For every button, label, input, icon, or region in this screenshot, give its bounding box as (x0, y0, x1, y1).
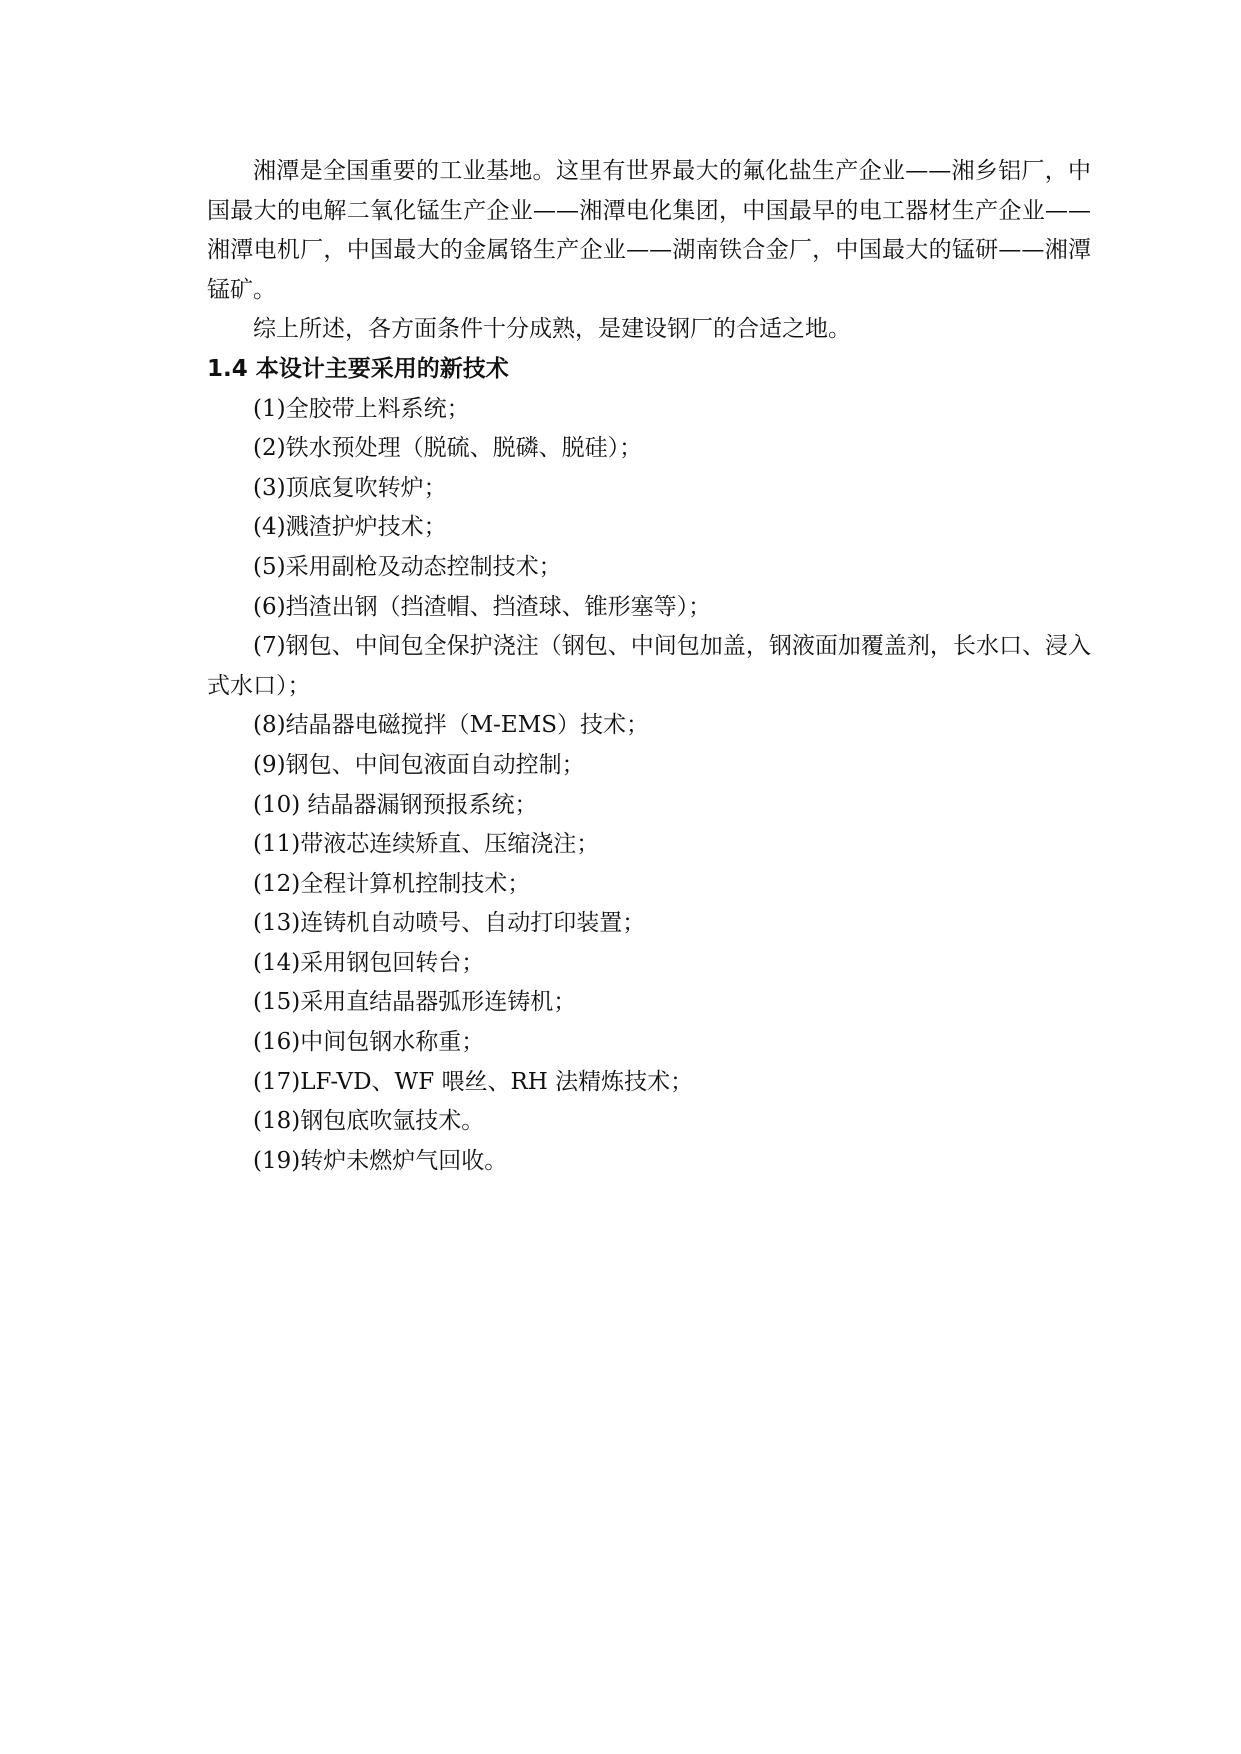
list-item: (1)全胶带上料系统； (253, 395, 470, 422)
paragraph-industrial-base: 湘潭是全国重要的工业基地。这里有世界最大的氟化盐生产企业——湘乡铝厂，中国最大的电解二氧化锰生产企业——湘潭电化集团，中国最早的电工器材生产企业——湘潭电机厂，中国最大的金属铬生产企业——湖南铁合金厂，中国最大的锰研——湘潭锰矿。 (207, 158, 1091, 303)
list-item: (19)转炉未燃炉气回收。 (253, 1147, 508, 1174)
list-item: (18)钢包底吹氩技术。 (253, 1108, 485, 1135)
list-item: (2)铁水预处理（脱硫、脱磷、脱硅）； (253, 435, 643, 462)
list-item: (7)钢包、中间包全保护浇注（钢包、中间包加盖，钢液面加覆盖剂，长水口、浸入式水口）； (207, 633, 1091, 699)
list-item: (6)挡渣出钢（挡渣帽、挡渣球、锥形塞等）； (253, 593, 712, 620)
list-item: (9)钢包、中间包液面自动控制； (253, 751, 585, 778)
list-item: (14)采用钢包回转台； (253, 949, 485, 976)
list-item: (8)结晶器电磁搅拌（M-EMS）技术； (253, 712, 649, 739)
list-item: (5)采用副枪及动态控制技术； (253, 553, 562, 580)
paragraph-conclusion: 综上所述，各方面条件十分成熟，是建设钢厂的合适之地。 (253, 316, 851, 343)
document-body (207, 152, 1091, 1181)
list-item: (4)溅渣护炉技术； (253, 514, 447, 541)
list-item: (13)连铸机自动喷号、自动打印装置； (253, 910, 646, 937)
list-item: (12)全程计算机控制技术； (253, 870, 531, 897)
list-item: (11)带液芯连续矫直、压缩浇注； (253, 831, 600, 858)
list-item: (10) 结晶器漏钢预报系统； (253, 791, 538, 818)
section-heading: 1.4 本设计主要采用的新技术 (207, 355, 509, 382)
list-item: (15)采用直结晶器弧形连铸机； (253, 989, 577, 1016)
list-item: (17)LF-VD、WF 喂丝、RH 法精炼技术； (253, 1068, 694, 1095)
list-item: (16)中间包钢水称重； (253, 1029, 485, 1056)
list-item: (3)顶底复吹转炉； (253, 474, 447, 501)
technology-list (207, 390, 1091, 1182)
